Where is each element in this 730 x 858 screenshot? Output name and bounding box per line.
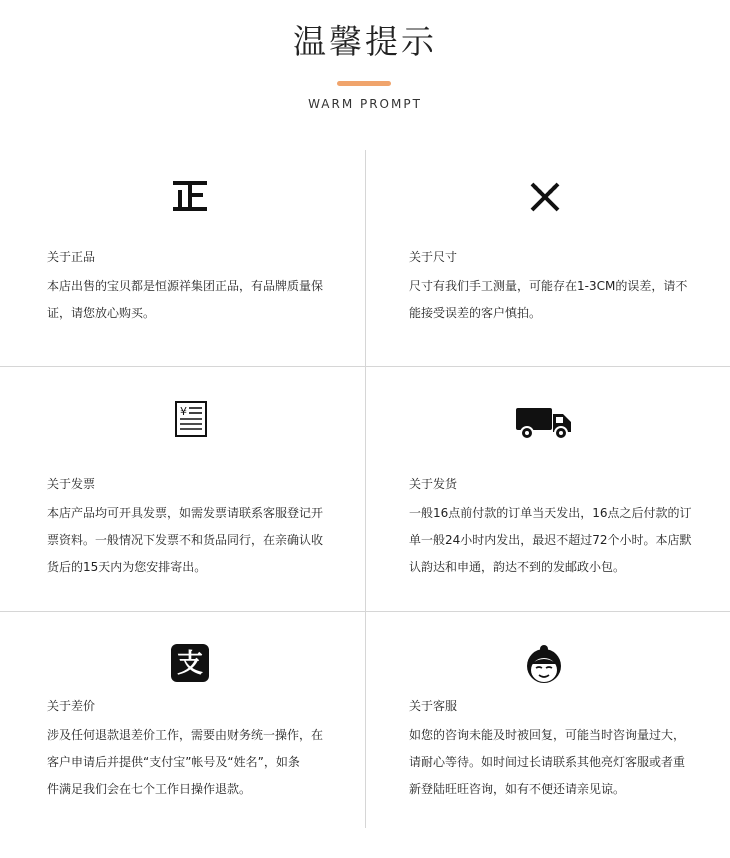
svg-text:¥: ¥ xyxy=(180,405,187,418)
notice-title: 关于尺寸 xyxy=(409,250,458,264)
notice-title: 关于发票 xyxy=(47,477,96,491)
notice-title: 关于客服 xyxy=(409,699,458,713)
notice-text: 如您的咨询未能及时被回复，可能当时咨询量过大， 请耐心等待。如时间过长请联系其他亮灯客服或者重 新登陆旺旺咨询，如有不便还请亲见谅。 xyxy=(409,728,686,796)
notice-text: 本店出售的宝贝都是恒源祥集团正品，有品牌质量保 证，请您放心购买。 xyxy=(47,279,324,320)
page-subtitle: WARM PROMPT xyxy=(308,97,422,111)
notice-text: 一般16点前付款的订单当天发出，16点之后付款的订 单一般24小时内发出，最迟不超过72个小时。本店默 认韵达和申通，韵达不到的发邮政小包。 xyxy=(409,506,692,574)
notice-text: 涉及任何退款退差价工作，需要由财务统一操作，在 客户申请后并提供“支付宝”帐号及“姓名”，如条 件满足我们会在七个工作日操作退款。 xyxy=(47,728,324,796)
ruler-cross-icon xyxy=(528,180,568,220)
authentic-icon xyxy=(172,178,212,218)
invoice-icon xyxy=(174,400,214,440)
notice-title: 关于正品 xyxy=(47,250,96,264)
notice-title: 关于发货 xyxy=(409,477,458,491)
notice-card-authentic xyxy=(0,150,365,366)
notice-card-size xyxy=(365,150,730,366)
notice-text: 本店产品均可开具发票，如需发票请联系客服登记开 票资料。一般情况下发票不和货品同行，在亲确认收 货后的15天内为您安排寄出。 xyxy=(47,506,324,574)
svg-text:支: 支 xyxy=(176,649,204,679)
alipay-icon xyxy=(171,644,211,684)
customer-service-icon xyxy=(524,644,564,684)
notice-title: 关于差价 xyxy=(47,699,96,713)
accent-bar xyxy=(337,81,391,86)
notice-text: 尺寸有我们手工测量，可能存在1-3CM的误差，请不 能接受误差的客户慎拍。 xyxy=(409,279,688,320)
truck-icon xyxy=(515,406,575,446)
page-title: 温馨提示 xyxy=(293,22,437,61)
header xyxy=(0,0,730,150)
